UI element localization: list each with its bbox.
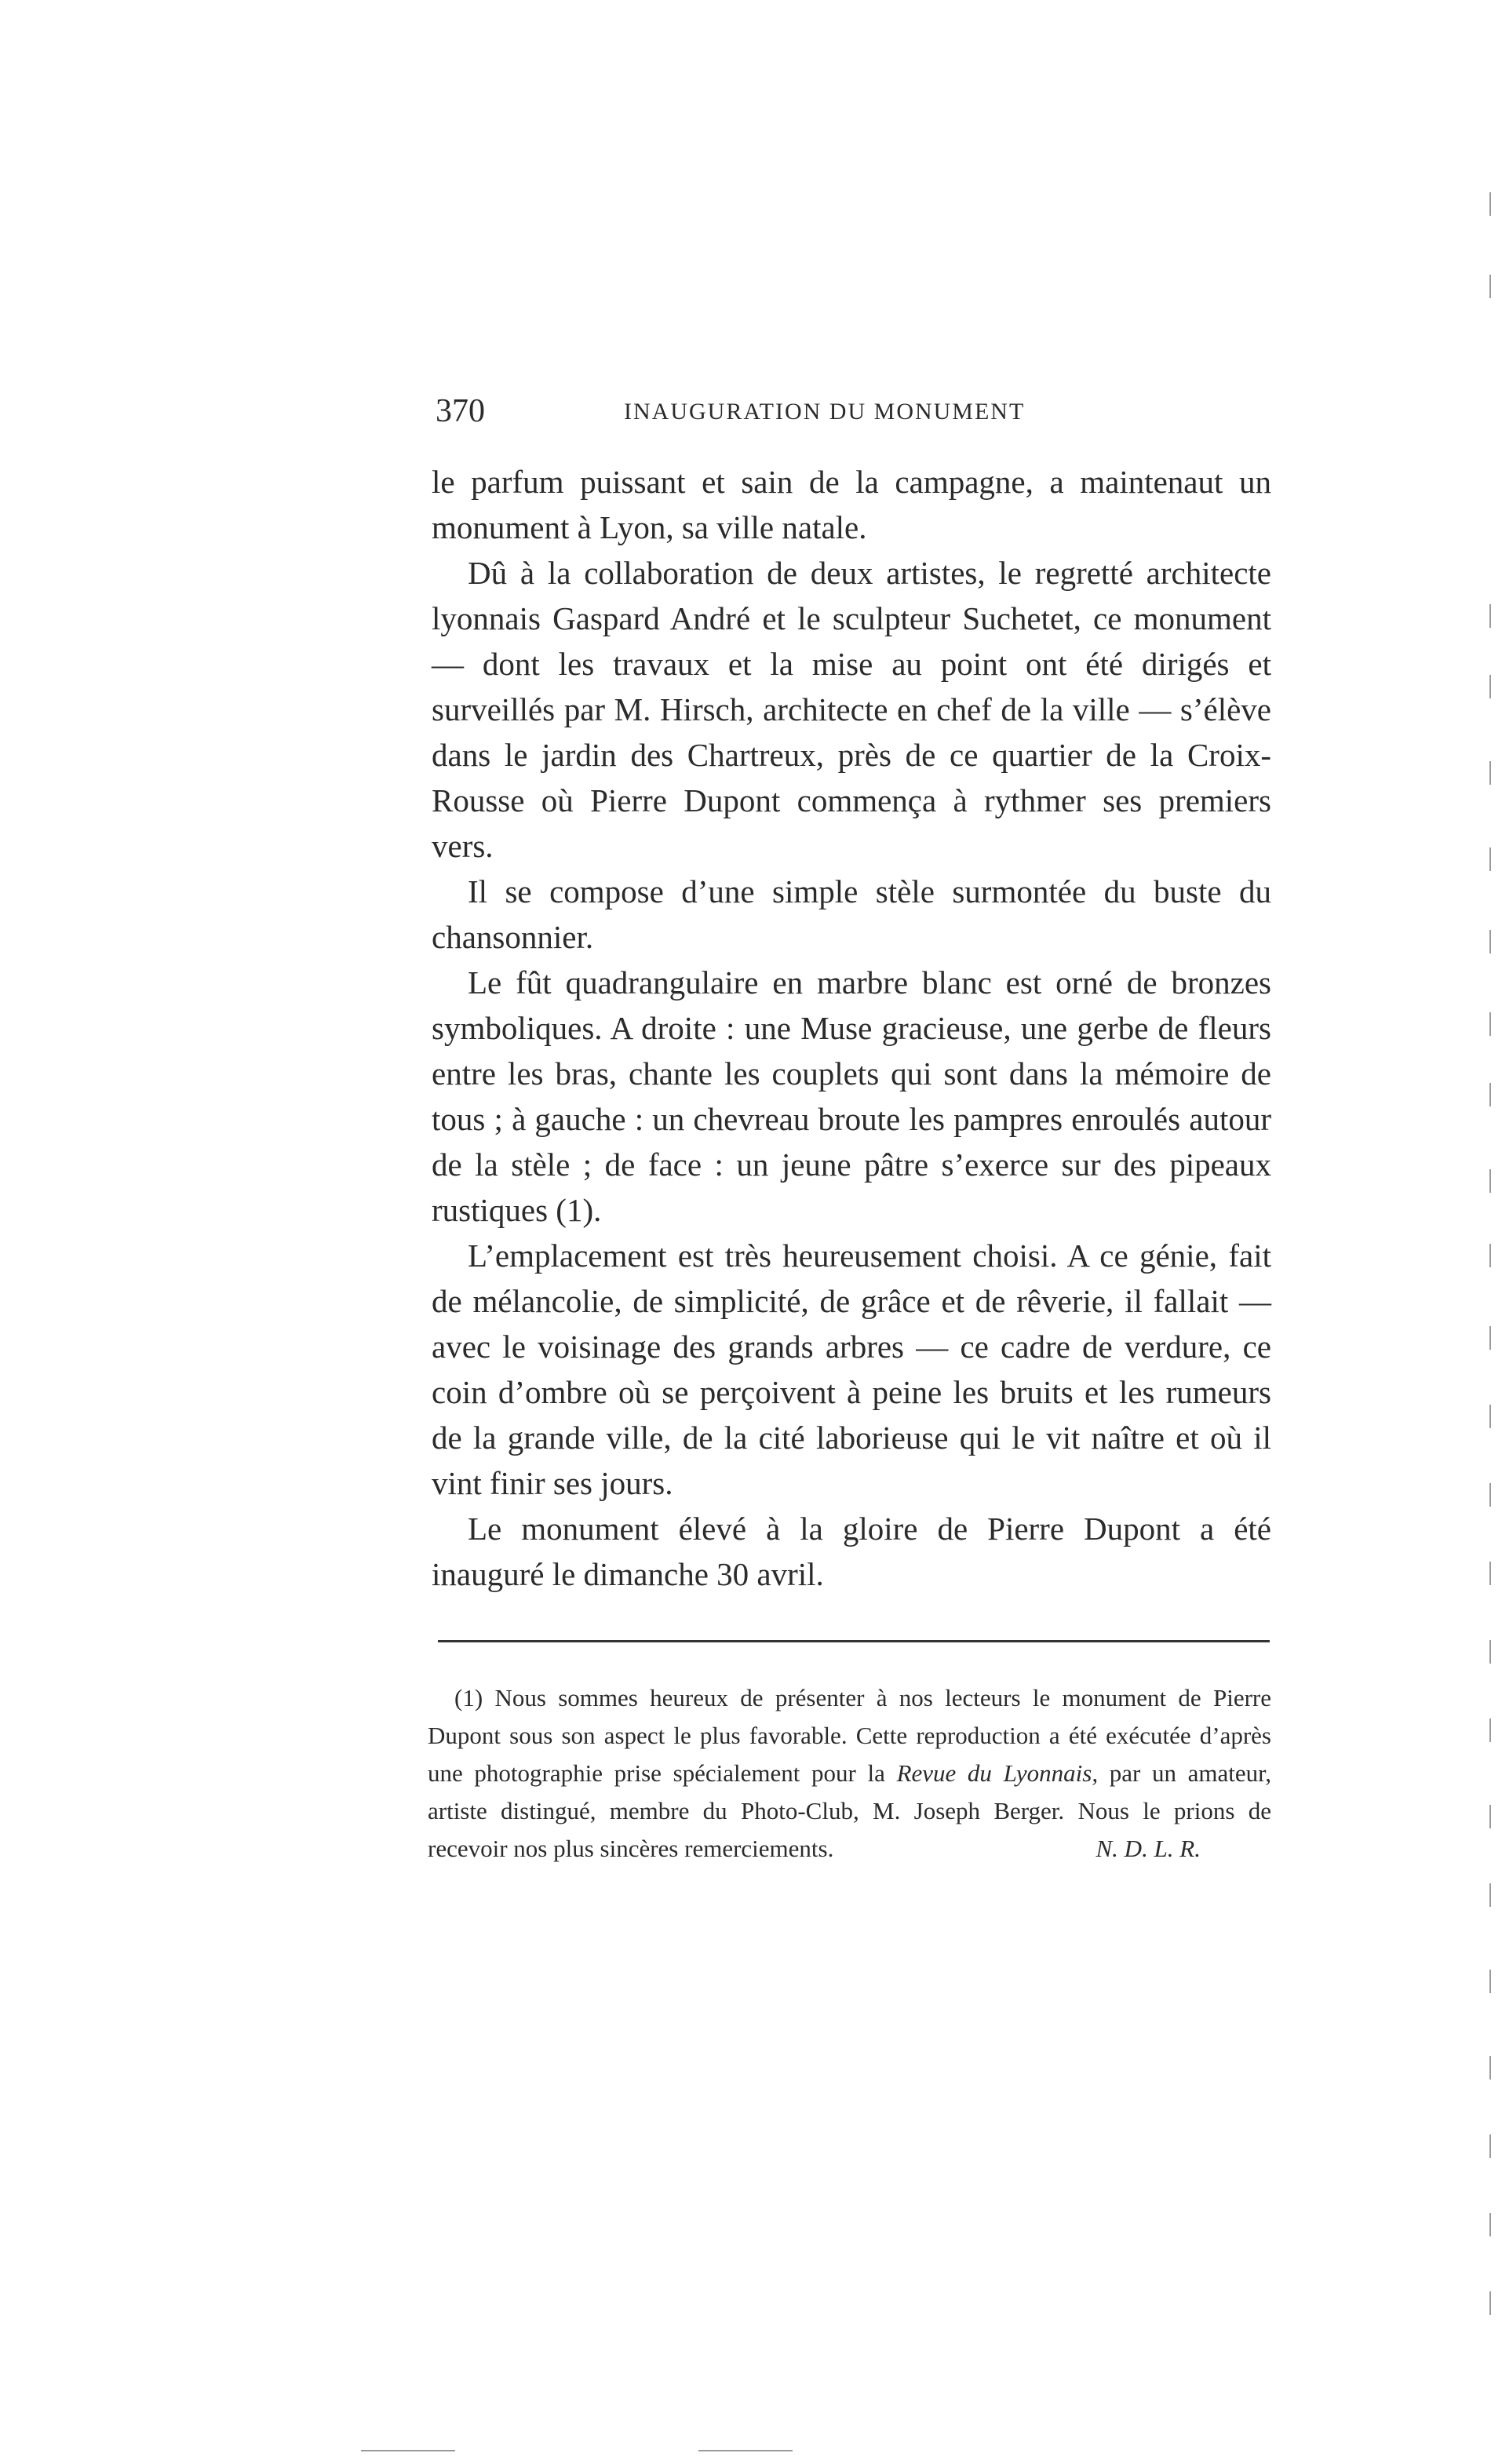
- scan-mark: [1489, 604, 1491, 628]
- scan-mark: [1489, 675, 1491, 698]
- scan-mark: [1489, 1562, 1491, 1585]
- scan-mark: [1489, 930, 1491, 953]
- scan-mark: [1489, 1483, 1491, 1507]
- paragraph: Il se compose d’une simple stèle surmontée du buste du chansonnier.: [432, 873, 1271, 955]
- paragraph: L’emplacement est très heureusement choisi. A ce génie, fait de mélancolie, de simplicité, de grâce et de rêverie, il fallait — avec le voisinage des grands arbres — ce cadre de verdure, ce coin d’ombre où se perçoivent à peine les bruits et les rumeurs de la grande ville, de la cité laborieuse qui le vit naître et où il vint finir ses jours.: [432, 1237, 1271, 1501]
- paragraph: Le fût quadrangulaire en marbre blanc est orné de bronzes symboliques. A droite : une Muse gracieuse, une gerbe de fleurs entre les bras, chante les couplets qui sont dans la mémoire de tous ; à gauche : un chevreau broute les pampres enroulés autour de la stèle ; de face : un jeune pâtre s’exerce sur des pipeaux rustiques (1).: [432, 964, 1271, 1228]
- scan-mark: [361, 2450, 455, 2451]
- scan-mark: [1489, 2056, 1491, 2079]
- page-number: 370: [436, 393, 485, 429]
- main-text: [432, 459, 1271, 1597]
- scan-mark: [1489, 847, 1491, 871]
- paragraph: Le monument élevé à la gloire de Pierre Dupont a été inauguré le dimanche 30 avril.: [432, 1511, 1271, 1592]
- running-title: INAUGURATION DU MONUMENT: [624, 399, 1026, 425]
- scan-mark: [1489, 761, 1491, 785]
- scan-mark: [1489, 1805, 1491, 1828]
- scan-mark: [1489, 1640, 1491, 1664]
- scan-mark: [698, 2450, 793, 2451]
- footnote-divider: [438, 1640, 1270, 1642]
- scan-mark: [1489, 2291, 1491, 2315]
- scan-mark: [1489, 1326, 1491, 1350]
- scan-mark: [1489, 192, 1491, 216]
- scan-mark: [1489, 275, 1491, 298]
- footnote-text-after: par un amateur, artiste distingué, membre du Photo-Club, M. Joseph Berger. Nous le prions de recevoir nos plus sincères remerciements.: [428, 1759, 1272, 1862]
- scan-mark: [1489, 1169, 1491, 1193]
- footnote: [428, 1679, 1271, 1868]
- footnote-paragraph: [428, 1679, 1271, 1868]
- editor-signature: N. D. L. R.: [1096, 1835, 1201, 1862]
- journal-title: Revue du Lyonnais,: [896, 1759, 1099, 1787]
- footnote-text-before: (1) Nous sommes heureux de présenter à nos lecteurs le monument de Pierre Dupont sous son aspect le plus favorable. Cette reproduction a été exécutée d’après une photographie prise spécialement pour la: [428, 1684, 1271, 1787]
- scan-mark: [1489, 2213, 1491, 2236]
- paragraph: Dû à la collaboration de deux artistes, le regretté architecte lyonnais Gaspard André et le sculpteur Suchetet, ce monument — dont les travaux et la mise au point ont été dirigés et surveillés par M. Hirsch, architecte en chef de la ville — s’élève dans le jardin des Chartreux, près de ce quartier de la Croix-Rousse où Pierre Dupont commença à rythmer ses premiers vers.: [432, 555, 1271, 864]
- scan-mark: [1489, 1012, 1491, 1036]
- scan-mark: [1489, 1970, 1491, 1993]
- scan-mark: [1489, 1883, 1491, 1907]
- scan-mark: [1489, 1719, 1491, 1742]
- scan-mark: [1489, 1083, 1491, 1106]
- page-header: [436, 392, 1275, 439]
- scan-mark: [1489, 1405, 1491, 1428]
- scan-mark: [1489, 2134, 1491, 2158]
- scan-mark: [1489, 1244, 1491, 1267]
- paragraph: le parfum puissant et sain de la campagne, a maintenaut un monument à Lyon, sa ville natale.: [432, 464, 1271, 545]
